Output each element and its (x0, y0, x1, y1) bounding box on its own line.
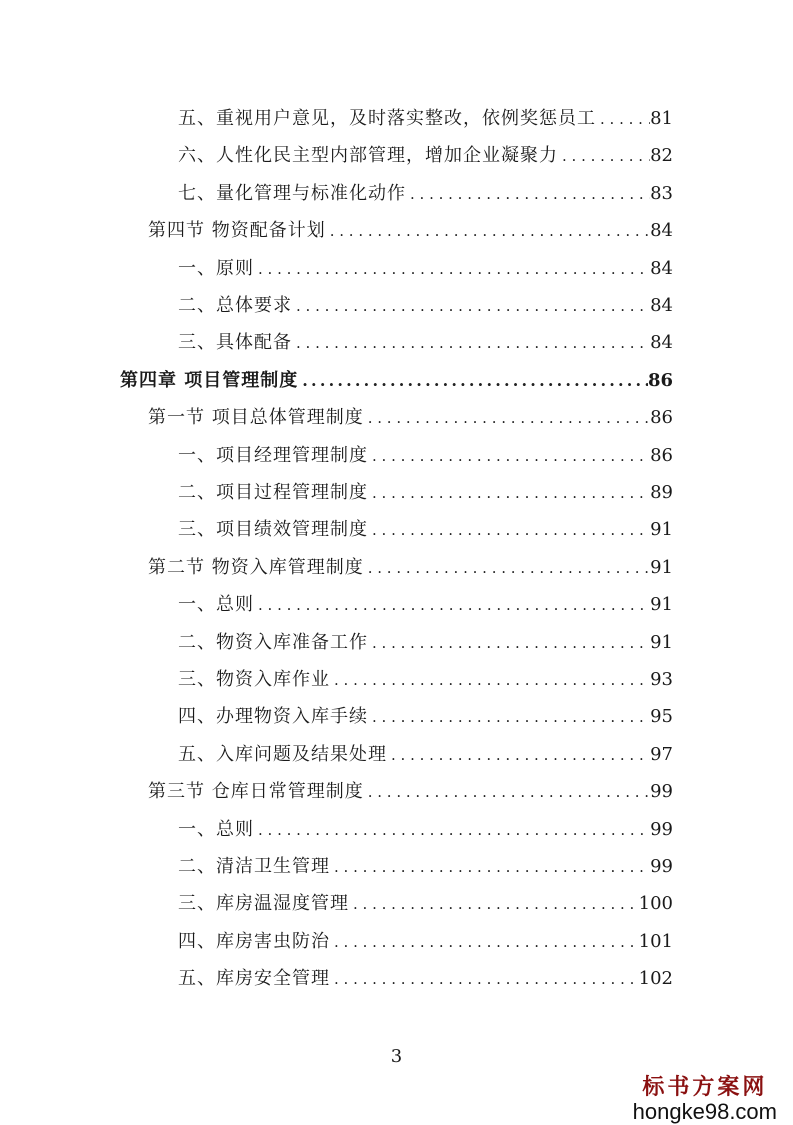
toc-entry-title: 第二节 物资入库管理制度 (148, 556, 364, 578)
toc-dot-leader (406, 183, 650, 205)
toc-entry-page: 91 (650, 556, 673, 578)
toc-entry-page: 99 (650, 856, 673, 877)
toc-entry-item (178, 736, 673, 766)
toc-entry-page: 81 (650, 108, 673, 129)
toc-entry-page: 84 (650, 295, 673, 316)
toc-entry-item (178, 661, 673, 691)
toc-entry-page: 93 (650, 669, 673, 690)
toc-entry-title: 三、库房温湿度管理 (178, 893, 349, 915)
toc-entry-page: 89 (650, 482, 673, 503)
toc-dot-leader (364, 781, 650, 803)
toc-entry-page: 91 (650, 631, 673, 653)
toc-dot-leader (368, 632, 650, 654)
toc-entry-title: 一、总则 (178, 594, 254, 616)
toc-entry-page: 86 (650, 444, 673, 466)
toc-dot-leader (330, 931, 639, 953)
toc-dot-leader (558, 145, 650, 167)
toc-entry-title: 六、人性化民主型内部管理，增加企业凝聚力 (178, 145, 558, 167)
toc-entry-item (178, 698, 673, 728)
toc-dot-leader (292, 295, 650, 317)
toc-entry-page: 99 (650, 781, 673, 803)
toc-entry-page: 102 (638, 968, 673, 990)
toc-entry-page: 95 (650, 706, 673, 728)
toc-dot-leader (364, 407, 650, 429)
toc-entry-item (178, 287, 673, 317)
toc-entry-item (178, 474, 673, 504)
toc-entry-title: 第一节 项目总体管理制度 (148, 407, 364, 429)
toc-dot-leader (298, 370, 648, 392)
toc-entry-title: 三、具体配备 (178, 332, 292, 354)
toc-entry-title: 一、原则 (178, 257, 254, 279)
toc-entry-title: 五、重视用户意见，及时落实整改，依例奖惩员工 (178, 108, 596, 129)
toc-entry-item (178, 960, 673, 990)
toc-entry-item (178, 437, 673, 467)
toc-dot-leader (330, 669, 650, 691)
toc-entry-title: 五、入库问题及结果处理 (178, 743, 387, 765)
watermark-title: 标书方案网 (642, 1074, 768, 1100)
toc-dot-leader (368, 445, 650, 467)
toc-dot-leader (292, 332, 650, 354)
toc-entry-page: 91 (650, 594, 673, 616)
toc-entry-page: 99 (650, 818, 673, 840)
toc-entry-page: 101 (638, 930, 673, 952)
toc-entry-item (178, 137, 673, 167)
toc-dot-leader (387, 744, 650, 766)
toc-entry-item (178, 848, 673, 878)
toc-entry-title: 七、量化管理与标准化动作 (178, 182, 406, 204)
toc-dot-leader (254, 594, 650, 616)
page-number: 3 (390, 1046, 403, 1067)
toc-entry-title: 四、办理物资入库手续 (178, 706, 368, 728)
toc-entry-item (178, 324, 673, 354)
toc-dot-leader (596, 108, 650, 130)
toc-entry-item (178, 250, 673, 280)
toc-entry-page: 83 (650, 182, 673, 204)
toc-entry-title: 四、库房害虫防治 (178, 930, 330, 952)
toc-entry-section (148, 549, 673, 579)
toc-entry-item (178, 923, 673, 953)
toc-entry-page: 84 (650, 332, 673, 354)
toc-entry-item (178, 175, 673, 205)
toc-entry-page: 91 (650, 519, 673, 541)
toc-entry-item (178, 885, 673, 915)
toc-entry-title: 三、项目绩效管理制度 (178, 519, 368, 541)
toc-dot-leader (368, 706, 650, 728)
toc-entry-section (148, 212, 673, 242)
toc-entry-title: 一、项目经理管理制度 (178, 444, 368, 466)
toc-entry-section (148, 773, 673, 803)
toc-entry-title: 五、库房安全管理 (178, 968, 330, 990)
toc-entry-chapter (120, 362, 673, 392)
toc-dot-leader (254, 819, 650, 841)
toc-dot-leader (254, 258, 650, 280)
toc-entry-title: 第四章 项目管理制度 (120, 369, 299, 391)
toc-dot-leader (368, 519, 650, 541)
toc-entry-page: 84 (650, 257, 673, 279)
toc-entry-item (178, 811, 673, 841)
toc-entry-title: 二、物资入库准备工作 (178, 631, 368, 653)
toc-dot-leader (368, 482, 650, 504)
toc-entry-title: 二、清洁卫生管理 (178, 856, 330, 877)
toc-entry-page: 97 (650, 743, 673, 765)
toc-entry-page: 82 (650, 145, 673, 167)
toc-entry-title: 第四节 物资配备计划 (148, 220, 326, 242)
toc-dot-leader (330, 856, 650, 878)
toc-dot-leader (330, 968, 639, 990)
toc-dot-leader (326, 220, 650, 242)
toc-entry-item (178, 511, 673, 541)
toc-entry-page: 86 (647, 369, 673, 391)
toc-entry-page: 86 (650, 407, 673, 429)
watermark-url: hongke98.com (632, 1099, 777, 1124)
toc-dot-leader (349, 893, 639, 915)
toc-entry-title: 二、项目过程管理制度 (178, 482, 368, 503)
toc-entry-item (178, 624, 673, 654)
toc-entry-title: 第三节 仓库日常管理制度 (148, 781, 364, 803)
toc-entry-page: 84 (650, 220, 673, 242)
toc-entry-item (178, 586, 673, 616)
toc-entry-title: 三、物资入库作业 (178, 669, 330, 690)
toc-entry-section (148, 399, 673, 429)
toc-entry-title: 一、总则 (178, 818, 254, 840)
toc-entry-item (178, 100, 673, 130)
toc-entry-page: 100 (638, 893, 673, 915)
toc-dot-leader (364, 557, 650, 579)
site-watermark (633, 1070, 777, 1125)
toc-entry-title: 二、总体要求 (178, 295, 292, 316)
